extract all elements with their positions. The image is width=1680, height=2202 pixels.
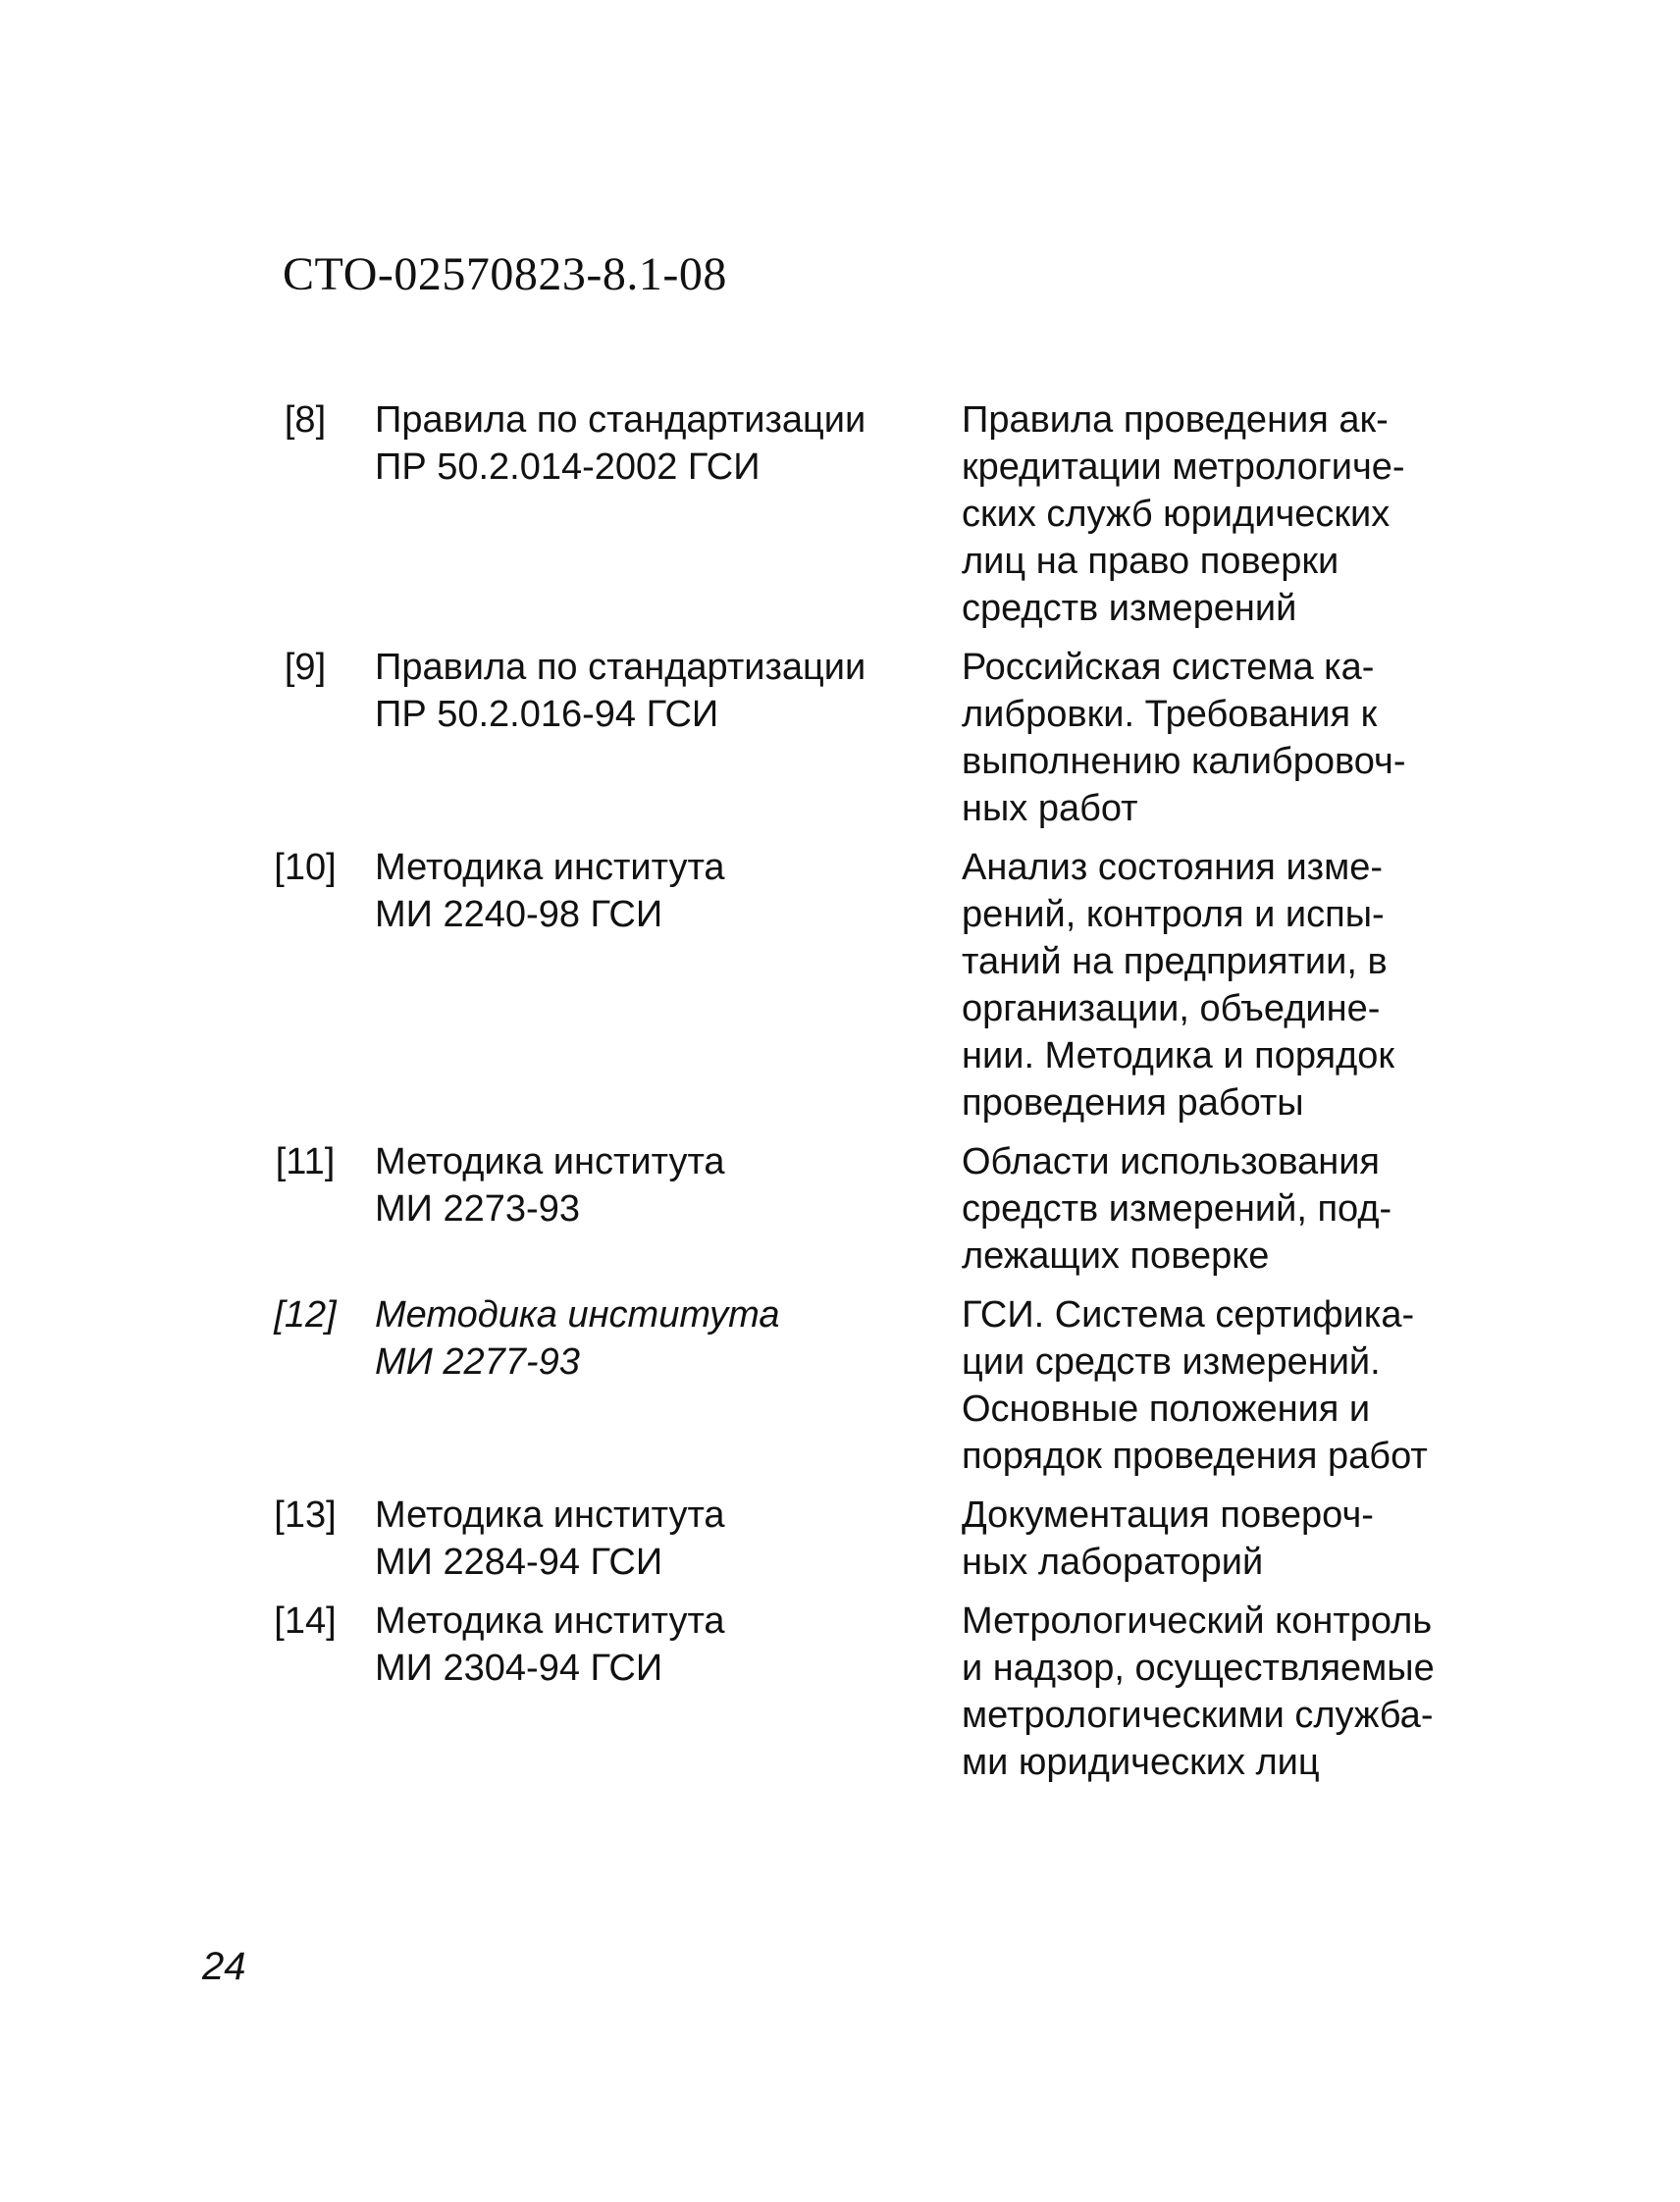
references-list: [236, 396, 1501, 1798]
reference-source: Методика института МИ 2304-94 ГСИ: [375, 1600, 725, 1689]
reference-row: [236, 644, 1501, 832]
reference-row: [236, 396, 1501, 632]
reference-title: ГСИ. Система сертифика- ции средств измерений. Основные положения и порядок проведения работ: [962, 1294, 1428, 1477]
page-number: 24: [202, 1945, 246, 1988]
reference-title: Анализ состояния изме- рений, контроля и испы- таний на предприятии, в организации, объедине- нии. Методика и порядок проведения работы: [962, 847, 1395, 1124]
reference-number: [10]: [274, 847, 337, 888]
reference-source: Методика института МИ 2240-98 ГСИ: [375, 847, 725, 935]
reference-row: [236, 1291, 1501, 1480]
reference-number: [8]: [284, 399, 327, 441]
reference-source: Методика института МИ 2284-94 ГСИ: [375, 1494, 725, 1583]
reference-number: [14]: [274, 1600, 337, 1642]
reference-row: [236, 1138, 1501, 1280]
reference-source: Методика института МИ 2273-93: [375, 1141, 725, 1230]
reference-title: Области использования средств измерений, под- лежащих поверке: [962, 1141, 1392, 1277]
reference-title: Документация повероч- ных лабораторий: [962, 1494, 1374, 1583]
document-code: СТО-02570823-8.1-08: [283, 248, 727, 300]
reference-source: Правила по стандартизации ПР 50.2.014-2002 ГСИ: [375, 399, 866, 488]
reference-row: [236, 844, 1501, 1127]
reference-title: Российская система ка- либровки. Требования к выполнению калибровоч- ных работ: [962, 647, 1406, 829]
reference-source: Методика института МИ 2277-93: [375, 1294, 780, 1383]
reference-title: Правила проведения ак- кредитации метрологиче- ских служб юридических лиц на право поверки средств измерений: [962, 399, 1405, 629]
reference-source: Правила по стандартизации ПР 50.2.016-94 ГСИ: [375, 647, 866, 735]
reference-number: [12]: [274, 1294, 337, 1336]
reference-title: Метрологический контроль и надзор, осуществляемые метрологическими служба- ми юридических лиц: [962, 1600, 1435, 1783]
reference-number: [9]: [284, 647, 327, 688]
reference-row: [236, 1598, 1501, 1786]
reference-number: [11]: [275, 1141, 336, 1182]
reference-number: [13]: [274, 1494, 337, 1536]
reference-row: [236, 1492, 1501, 1586]
